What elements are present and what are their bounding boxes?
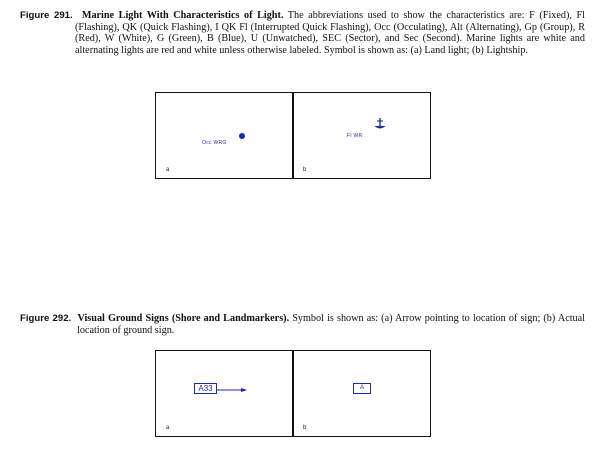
panel-a-label: a (166, 425, 170, 431)
ground-sign-location: A (353, 383, 371, 394)
figure-291-panel-b (292, 92, 431, 179)
lightship-icon (373, 117, 387, 131)
figure-291-title: Marine Light With Characteristics of Light. (81, 10, 284, 21)
figure-291-panel-a (155, 92, 294, 179)
lightship-characteristics: Fl WR (347, 133, 363, 139)
figure-292-panel-a (155, 350, 294, 437)
land-light-characteristics: Occ WRG (202, 140, 227, 146)
panel-b-label: b (303, 167, 307, 173)
figure-292-panel-b (292, 350, 431, 437)
figure-291-number: Figure 291. (20, 10, 73, 21)
land-light-icon (239, 133, 245, 139)
panel-b-label: b (303, 425, 307, 431)
panel-a-label: a (166, 167, 170, 173)
arrow-right-icon (217, 386, 247, 394)
figure-292-number: Figure 292. (20, 313, 72, 324)
figure-291-body: The abbreviations used to show the characteristics are: F (Fixed), Fl (Flashing), QK (Quick Flashing), I QK Fl (Interrupted Quick Flashing), Occ (Occulating), Alt (Alternating), Gp (Group), R (Red), W (White), G (Green), B (Blue), U (Unwatched), SEC (Sector), and Sec (Second). Marine lights are white and alternating lights are red and white unless otherwise labeled. Symbol is shown as: (a) Land light; (b) Lightship. (75, 10, 585, 56)
figure-292-caption (20, 313, 585, 336)
figure-291-caption (20, 10, 585, 56)
figure-292-title: Visual Ground Signs (Shore and Landmarkers). (77, 313, 290, 324)
figure-292-body: Symbol is shown as: (a) Arrow pointing to location of sign; (b) Actual location of ground sign. (77, 313, 586, 336)
ground-sign-label: A33 (194, 383, 217, 394)
